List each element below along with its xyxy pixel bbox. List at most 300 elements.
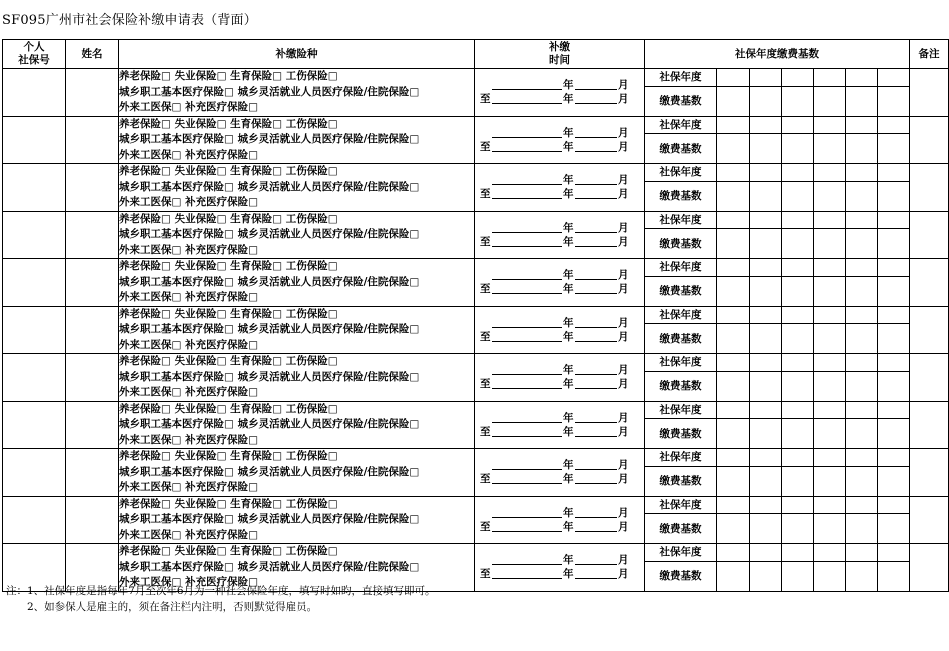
social-id-cell[interactable] <box>3 69 66 117</box>
base-value-cell[interactable] <box>846 354 878 372</box>
month-blank[interactable] <box>575 388 617 389</box>
year-label: 年 <box>563 554 574 566</box>
year-blank[interactable] <box>492 327 562 328</box>
period-line <box>480 519 630 533</box>
base-value-cell[interactable] <box>878 116 910 134</box>
base-value-cell[interactable] <box>878 306 910 324</box>
period-cell[interactable] <box>475 354 645 402</box>
remarks-cell[interactable] <box>910 401 949 449</box>
social-id-cell[interactable] <box>3 164 66 212</box>
base-value-cell[interactable] <box>846 466 878 496</box>
base-value-cell[interactable] <box>782 134 814 164</box>
month-blank[interactable] <box>575 327 617 328</box>
base-value-cell[interactable] <box>782 466 814 496</box>
base-value-cell[interactable] <box>717 419 750 449</box>
month-blank[interactable] <box>575 341 617 342</box>
remarks-cell[interactable] <box>910 69 949 117</box>
base-value-cell[interactable] <box>717 371 750 401</box>
base-value-cell[interactable] <box>814 466 846 496</box>
month-label: 月 <box>618 79 629 91</box>
base-value-cell[interactable] <box>717 449 750 467</box>
social-id-cell[interactable] <box>3 401 66 449</box>
year-blank[interactable] <box>492 103 562 104</box>
base-value-cell[interactable] <box>878 544 910 562</box>
social-id-cell[interactable] <box>3 211 66 259</box>
period-line <box>480 505 630 519</box>
base-value-cell[interactable] <box>814 69 846 87</box>
base-value-cell[interactable] <box>717 86 750 116</box>
remarks-cell[interactable] <box>910 544 949 592</box>
month-label: 月 <box>618 506 629 519</box>
label-social-year: 社保年度 <box>645 354 717 372</box>
types-line-3: 外来工医保□ 补充医疗保险□ <box>119 576 258 588</box>
base-value-cell[interactable] <box>814 561 846 591</box>
period-cell[interactable] <box>475 544 645 592</box>
base-value-cell[interactable] <box>717 276 750 306</box>
base-value-cell[interactable] <box>717 134 750 164</box>
month-blank[interactable] <box>575 531 617 532</box>
base-value-cell[interactable] <box>750 86 782 116</box>
month-label: 月 <box>618 316 629 329</box>
base-value-cell[interactable] <box>846 449 878 467</box>
month-blank[interactable] <box>575 469 617 470</box>
year-blank[interactable] <box>492 517 562 518</box>
social-id-cell[interactable] <box>3 354 66 402</box>
base-value-cell[interactable] <box>878 181 910 211</box>
period-cell[interactable] <box>475 496 645 544</box>
base-value-cell[interactable] <box>878 211 910 229</box>
base-value-cell[interactable] <box>814 354 846 372</box>
insurance-types-cell[interactable] <box>119 449 475 497</box>
base-value-cell[interactable] <box>750 514 782 544</box>
types-line-3: 外来工医保□ 补充医疗保险□ <box>119 338 258 351</box>
base-value-cell[interactable] <box>750 371 782 401</box>
note-1: 注：1、社保年度是指每年7月至次年6月为一种社会保险年度，填写时如昀，直接填写即可。 <box>6 585 436 597</box>
base-value-cell[interactable] <box>846 259 878 277</box>
year-blank[interactable] <box>492 137 562 138</box>
insurance-types-cell[interactable] <box>119 306 475 354</box>
base-value-cell[interactable] <box>750 354 782 372</box>
year-blank[interactable] <box>492 184 562 185</box>
table-row <box>3 354 949 372</box>
base-value-cell[interactable] <box>846 181 878 211</box>
base-value-cell[interactable] <box>814 259 846 277</box>
month-blank[interactable] <box>575 198 617 199</box>
base-value-cell[interactable] <box>717 496 750 514</box>
year-blank[interactable] <box>492 436 562 437</box>
base-value-cell[interactable] <box>814 181 846 211</box>
base-value-cell[interactable] <box>717 69 750 87</box>
social-id-cell[interactable] <box>3 306 66 354</box>
remarks-cell[interactable] <box>910 164 949 212</box>
base-value-cell[interactable] <box>717 544 750 562</box>
month-label: 月 <box>618 188 629 200</box>
month-blank[interactable] <box>575 293 617 294</box>
month-blank[interactable] <box>575 564 617 565</box>
base-value-cell[interactable] <box>782 514 814 544</box>
month-blank[interactable] <box>575 232 617 233</box>
year-blank[interactable] <box>492 198 562 199</box>
base-value-cell[interactable] <box>750 561 782 591</box>
base-value-cell[interactable] <box>878 514 910 544</box>
base-value-cell[interactable] <box>846 306 878 324</box>
insurance-types-cell[interactable] <box>119 211 475 259</box>
base-value-cell[interactable] <box>846 276 878 306</box>
base-value-cell[interactable] <box>750 116 782 134</box>
base-value-cell[interactable] <box>750 401 782 419</box>
base-value-cell[interactable] <box>717 306 750 324</box>
social-id-cell[interactable] <box>3 496 66 544</box>
header-base-group: 社保年度缴费基数 <box>645 40 910 69</box>
period-line <box>480 552 630 566</box>
base-value-cell[interactable] <box>782 69 814 87</box>
base-value-cell[interactable] <box>782 276 814 306</box>
types-line-2: 城乡职工基本医疗保险□ 城乡灵活就业人员医疗保险/住院保险□ <box>119 275 420 288</box>
base-value-cell[interactable] <box>878 134 910 164</box>
period-cell[interactable] <box>475 116 645 164</box>
year-label: 年 <box>563 378 574 390</box>
name-cell[interactable] <box>66 259 119 307</box>
base-value-cell[interactable] <box>814 514 846 544</box>
types-line-1: 养老保险□ 失业保险□ 生育保险□ 工伤保险□ <box>119 260 338 272</box>
remarks-cell[interactable] <box>910 354 949 402</box>
remarks-cell[interactable] <box>910 116 949 164</box>
base-value-cell[interactable] <box>814 419 846 449</box>
base-value-cell[interactable] <box>717 354 750 372</box>
year-blank[interactable] <box>492 388 562 389</box>
period-cell[interactable] <box>475 259 645 307</box>
base-value-cell[interactable] <box>750 324 782 354</box>
base-value-cell[interactable] <box>846 324 878 354</box>
note-2: 2、如参保人是雇主的，须在备注栏内注明，否则默觉得雇员。 <box>27 601 318 613</box>
name-cell[interactable] <box>66 69 119 117</box>
insurance-types-cell[interactable] <box>119 69 475 117</box>
base-value-cell[interactable] <box>750 419 782 449</box>
base-value-cell[interactable] <box>782 116 814 134</box>
base-value-cell[interactable] <box>878 401 910 419</box>
base-value-cell[interactable] <box>878 561 910 591</box>
base-value-cell[interactable] <box>846 496 878 514</box>
insurance-types-cell[interactable] <box>119 164 475 212</box>
base-value-cell[interactable] <box>782 544 814 562</box>
name-cell[interactable] <box>66 164 119 212</box>
base-value-cell[interactable] <box>782 449 814 467</box>
base-value-cell[interactable] <box>782 496 814 514</box>
base-value-cell[interactable] <box>846 514 878 544</box>
to-label: 至 <box>480 283 491 295</box>
year-blank[interactable] <box>492 246 562 247</box>
period-line <box>480 139 630 153</box>
base-value-cell[interactable] <box>750 276 782 306</box>
year-label: 年 <box>563 520 574 533</box>
period-cell[interactable] <box>475 211 645 259</box>
base-value-cell[interactable] <box>750 229 782 259</box>
base-value-cell[interactable] <box>750 449 782 467</box>
to-label: 至 <box>480 520 491 533</box>
types-line-3: 外来工医保□ 补充医疗保险□ <box>119 481 258 493</box>
types-line-2: 城乡职工基本医疗保险□ 城乡灵活就业人员医疗保险/住院保险□ <box>119 228 420 240</box>
period-cell[interactable] <box>475 449 645 497</box>
name-cell[interactable] <box>66 354 119 402</box>
header-social-id-line1: 个人 <box>23 41 45 53</box>
types-line-2: 城乡职工基本医疗保险□ 城乡灵活就业人员医疗保险/住院保险□ <box>119 465 420 478</box>
base-value-cell[interactable] <box>814 164 846 182</box>
base-value-cell[interactable] <box>878 86 910 116</box>
remarks-cell[interactable] <box>910 496 949 544</box>
year-blank[interactable] <box>492 578 562 579</box>
month-label: 月 <box>618 554 629 566</box>
year-blank[interactable] <box>492 293 562 294</box>
period-cell[interactable] <box>475 69 645 117</box>
social-id-cell[interactable] <box>3 259 66 307</box>
base-value-cell[interactable] <box>878 259 910 277</box>
base-value-cell[interactable] <box>717 561 750 591</box>
base-value-cell[interactable] <box>878 371 910 401</box>
year-blank[interactable] <box>492 232 562 233</box>
remarks-cell[interactable] <box>910 259 949 307</box>
name-cell[interactable] <box>66 401 119 449</box>
period-line <box>480 471 630 485</box>
base-value-cell[interactable] <box>814 276 846 306</box>
name-cell[interactable] <box>66 449 119 497</box>
base-value-cell[interactable] <box>782 561 814 591</box>
base-value-cell[interactable] <box>717 229 750 259</box>
label-social-year: 社保年度 <box>645 544 717 562</box>
year-blank[interactable] <box>492 279 562 280</box>
base-value-cell[interactable] <box>846 69 878 87</box>
base-value-cell[interactable] <box>878 324 910 354</box>
base-value-cell[interactable] <box>782 211 814 229</box>
types-line-1: 养老保险□ 失业保险□ 生育保险□ 工伤保险□ <box>119 212 338 225</box>
period-cell[interactable] <box>475 164 645 212</box>
base-value-cell[interactable] <box>846 419 878 449</box>
insurance-types-cell[interactable] <box>119 354 475 402</box>
month-label: 月 <box>618 283 629 295</box>
month-blank[interactable] <box>575 578 617 579</box>
insurance-types-cell[interactable] <box>119 496 475 544</box>
base-value-cell[interactable] <box>750 259 782 277</box>
base-value-cell[interactable] <box>750 134 782 164</box>
label-contribution-base: 缴费基数 <box>645 419 717 449</box>
insurance-types-cell[interactable] <box>119 259 475 307</box>
month-blank[interactable] <box>575 279 617 280</box>
name-cell[interactable] <box>66 116 119 164</box>
base-value-cell[interactable] <box>878 164 910 182</box>
to-label: 至 <box>480 188 491 200</box>
base-value-cell[interactable] <box>750 69 782 87</box>
year-blank[interactable] <box>492 341 562 342</box>
types-line-3: 外来工医保□ 补充医疗保险□ <box>119 148 258 161</box>
base-value-cell[interactable] <box>878 229 910 259</box>
year-label: 年 <box>563 235 574 248</box>
year-blank[interactable] <box>492 531 562 532</box>
year-label: 年 <box>563 188 574 200</box>
types-line-1: 养老保险□ 失业保险□ 生育保险□ 工伤保险□ <box>119 307 338 320</box>
year-label: 年 <box>563 425 574 438</box>
year-blank[interactable] <box>492 469 562 470</box>
name-cell[interactable] <box>66 496 119 544</box>
month-label: 月 <box>618 221 629 234</box>
form-title: SF095广州市社会保险补缴申请表（背面） <box>2 13 257 28</box>
remarks-cell[interactable] <box>910 306 949 354</box>
base-value-cell[interactable] <box>846 211 878 229</box>
base-value-cell[interactable] <box>782 164 814 182</box>
types-line-3: 外来工医保□ 补充医疗保险□ <box>119 101 258 113</box>
month-label: 月 <box>618 330 629 343</box>
month-blank[interactable] <box>575 89 617 90</box>
table-row <box>3 306 949 324</box>
label-contribution-base: 缴费基数 <box>645 134 717 164</box>
base-value-cell[interactable] <box>782 229 814 259</box>
base-value-cell[interactable] <box>846 561 878 591</box>
name-cell[interactable] <box>66 306 119 354</box>
base-value-cell[interactable] <box>878 419 910 449</box>
base-value-cell[interactable] <box>846 164 878 182</box>
base-value-cell[interactable] <box>782 324 814 354</box>
social-id-cell[interactable] <box>3 116 66 164</box>
base-value-cell[interactable] <box>814 116 846 134</box>
base-value-cell[interactable] <box>717 324 750 354</box>
base-value-cell[interactable] <box>814 371 846 401</box>
table-row <box>3 401 949 419</box>
types-line-1: 养老保险□ 失业保险□ 生育保险□ 工伤保险□ <box>119 545 338 557</box>
label-social-year: 社保年度 <box>645 401 717 419</box>
base-value-cell[interactable] <box>717 116 750 134</box>
base-value-cell[interactable] <box>814 401 846 419</box>
form-rows <box>3 69 949 592</box>
base-value-cell[interactable] <box>782 419 814 449</box>
to-label: 至 <box>480 473 491 485</box>
base-value-cell[interactable] <box>878 496 910 514</box>
base-value-cell[interactable] <box>750 211 782 229</box>
base-value-cell[interactable] <box>814 211 846 229</box>
base-value-cell[interactable] <box>782 181 814 211</box>
base-value-cell[interactable] <box>846 134 878 164</box>
base-value-cell[interactable] <box>814 86 846 116</box>
base-value-cell[interactable] <box>846 401 878 419</box>
base-value-cell[interactable] <box>717 259 750 277</box>
month-blank[interactable] <box>575 246 617 247</box>
period-line <box>480 566 630 580</box>
base-value-cell[interactable] <box>750 181 782 211</box>
base-value-cell[interactable] <box>717 211 750 229</box>
base-value-cell[interactable] <box>878 354 910 372</box>
period-line <box>480 329 630 343</box>
base-value-cell[interactable] <box>782 354 814 372</box>
base-value-cell[interactable] <box>717 466 750 496</box>
year-blank[interactable] <box>492 151 562 152</box>
base-value-cell[interactable] <box>878 276 910 306</box>
month-blank[interactable] <box>575 151 617 152</box>
year-blank[interactable] <box>492 422 562 423</box>
base-value-cell[interactable] <box>814 544 846 562</box>
label-contribution-base: 缴费基数 <box>645 514 717 544</box>
base-value-cell[interactable] <box>750 544 782 562</box>
base-value-cell[interactable] <box>717 181 750 211</box>
year-blank[interactable] <box>492 374 562 375</box>
base-value-cell[interactable] <box>782 401 814 419</box>
base-value-cell[interactable] <box>878 69 910 87</box>
base-value-cell[interactable] <box>782 86 814 116</box>
base-value-cell[interactable] <box>782 306 814 324</box>
period-line <box>480 410 630 424</box>
base-value-cell[interactable] <box>750 496 782 514</box>
month-blank[interactable] <box>575 422 617 423</box>
label-contribution-base: 缴费基数 <box>645 466 717 496</box>
year-label: 年 <box>563 316 574 329</box>
types-line-2: 城乡职工基本医疗保险□ 城乡灵活就业人员医疗保险/住院保险□ <box>119 323 420 335</box>
types-line-3: 外来工医保□ 补充医疗保险□ <box>119 386 258 398</box>
types-line-1: 养老保险□ 失业保险□ 生育保险□ 工伤保险□ <box>119 70 338 82</box>
month-label: 月 <box>618 93 629 105</box>
year-label: 年 <box>563 568 574 580</box>
types-line-2: 城乡职工基本医疗保险□ 城乡灵活就业人员医疗保险/住院保险□ <box>119 133 420 145</box>
name-cell[interactable] <box>66 211 119 259</box>
table-row <box>3 211 949 229</box>
base-value-cell[interactable] <box>878 466 910 496</box>
label-social-year: 社保年度 <box>645 259 717 277</box>
remarks-cell[interactable] <box>910 449 949 497</box>
insurance-types-cell[interactable] <box>119 401 475 449</box>
base-value-cell[interactable] <box>750 164 782 182</box>
base-value-cell[interactable] <box>717 514 750 544</box>
base-value-cell[interactable] <box>878 449 910 467</box>
year-blank[interactable] <box>492 483 562 484</box>
base-value-cell[interactable] <box>846 86 878 116</box>
base-value-cell[interactable] <box>717 401 750 419</box>
period-cell[interactable] <box>475 401 645 449</box>
year-blank[interactable] <box>492 89 562 90</box>
insurance-types-cell[interactable] <box>119 116 475 164</box>
social-id-cell[interactable] <box>3 449 66 497</box>
base-value-cell[interactable] <box>846 116 878 134</box>
month-blank[interactable] <box>575 374 617 375</box>
year-label: 年 <box>563 221 574 234</box>
year-label: 年 <box>563 364 574 376</box>
base-value-cell[interactable] <box>814 306 846 324</box>
month-blank[interactable] <box>575 517 617 518</box>
base-value-cell[interactable] <box>814 449 846 467</box>
period-line <box>480 234 630 248</box>
base-value-cell[interactable] <box>750 306 782 324</box>
base-value-cell[interactable] <box>846 371 878 401</box>
year-label: 年 <box>563 140 574 153</box>
base-value-cell[interactable] <box>846 544 878 562</box>
base-value-cell[interactable] <box>814 134 846 164</box>
month-blank[interactable] <box>575 137 617 138</box>
period-cell[interactable] <box>475 306 645 354</box>
base-value-cell[interactable] <box>814 324 846 354</box>
month-blank[interactable] <box>575 184 617 185</box>
base-value-cell[interactable] <box>814 496 846 514</box>
base-value-cell[interactable] <box>717 164 750 182</box>
table-row <box>3 69 949 87</box>
base-value-cell[interactable] <box>750 466 782 496</box>
base-value-cell[interactable] <box>782 371 814 401</box>
year-blank[interactable] <box>492 564 562 565</box>
base-value-cell[interactable] <box>814 229 846 259</box>
base-value-cell[interactable] <box>782 259 814 277</box>
month-blank[interactable] <box>575 103 617 104</box>
month-label: 月 <box>618 269 629 281</box>
types-line-3: 外来工医保□ 补充医疗保险□ <box>119 433 258 446</box>
types-line-3: 外来工医保□ 补充医疗保险□ <box>119 291 258 303</box>
year-label: 年 <box>563 174 574 186</box>
base-value-cell[interactable] <box>846 229 878 259</box>
month-blank[interactable] <box>575 436 617 437</box>
month-blank[interactable] <box>575 483 617 484</box>
remarks-cell[interactable] <box>910 211 949 259</box>
